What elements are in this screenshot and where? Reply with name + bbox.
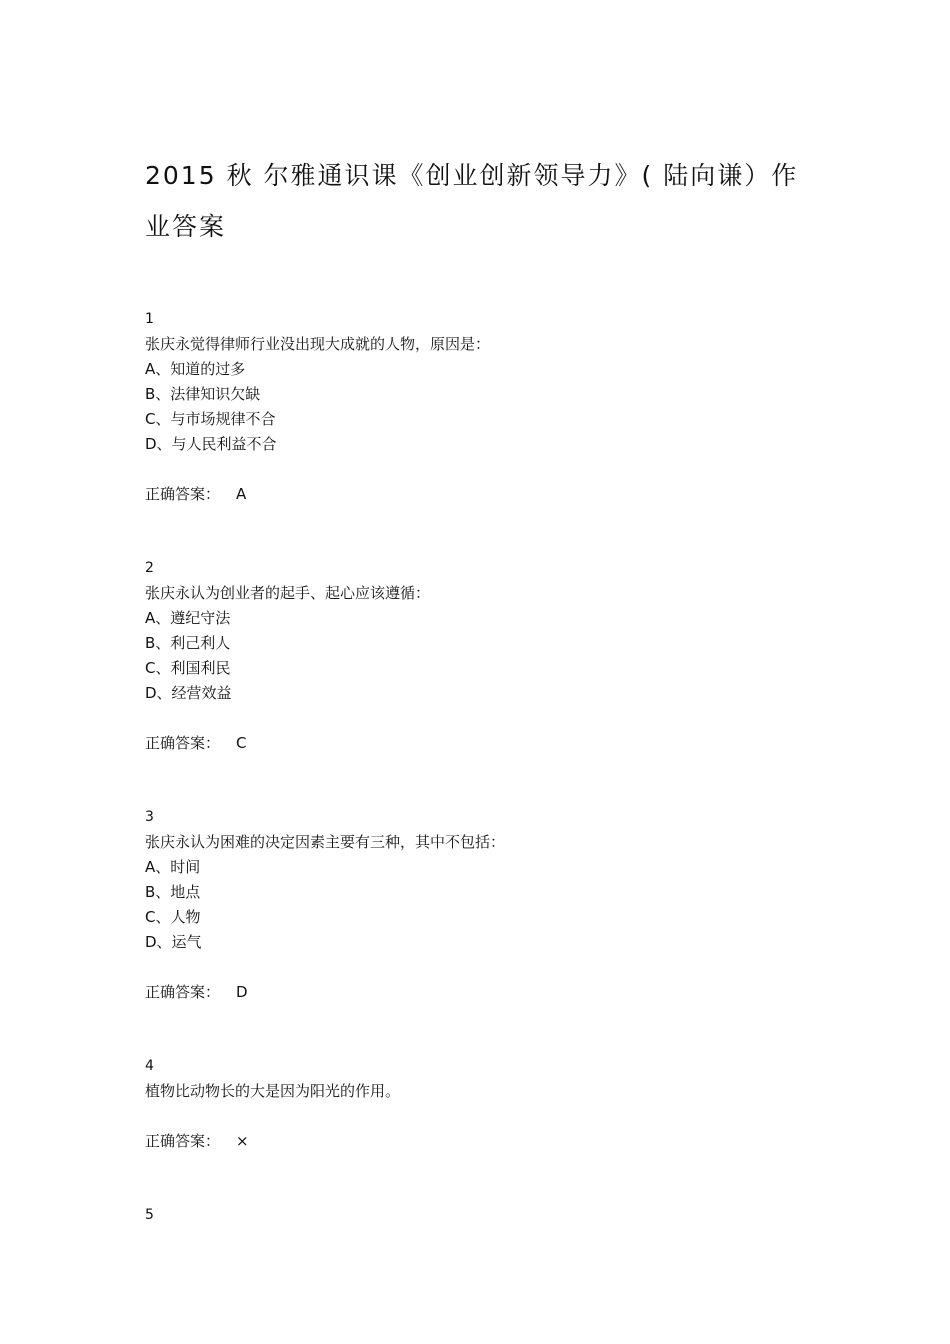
- question-2: [145, 556, 805, 756]
- option-list: [145, 357, 805, 457]
- question-1: [145, 307, 805, 507]
- question-text: 植物比动物长的大是因为阳光的作用。: [145, 1082, 401, 1100]
- answer-value: C: [236, 734, 247, 752]
- option-a: A、遵纪守法: [145, 609, 231, 627]
- question-number: 5: [145, 1207, 154, 1223]
- question-number: 1: [145, 311, 154, 327]
- option-c: C、人物: [145, 908, 201, 926]
- option-c: C、与市场规律不合: [145, 410, 276, 428]
- option-d: D、运气: [145, 933, 202, 951]
- answer-line: [145, 980, 805, 1005]
- option-b: B、地点: [145, 883, 201, 901]
- question-4: [145, 1054, 805, 1154]
- answer-value: D: [236, 983, 248, 1001]
- answer-label: 正确答案：: [145, 485, 221, 503]
- question-number: 2: [145, 560, 154, 576]
- question-text: 张庆永认为困难的决定因素主要有三种，其中不包括：: [145, 833, 506, 851]
- option-list: [145, 855, 805, 955]
- question-number: 3: [145, 809, 154, 825]
- question-3: [145, 805, 805, 1005]
- option-c: C、利国利民: [145, 659, 231, 677]
- question-text: 张庆永认为创业者的起手、起心应该遵循：: [145, 584, 431, 602]
- answer-value: A: [236, 485, 247, 503]
- question-number: 4: [145, 1058, 154, 1074]
- question-5: [145, 1203, 805, 1228]
- question-text: 张庆永觉得律师行业没出现大成就的人物，原因是：: [145, 335, 491, 353]
- answer-label: 正确答案：: [145, 983, 221, 1001]
- option-b: B、法律知识欠缺: [145, 385, 261, 403]
- answer-line: [145, 482, 805, 507]
- option-d: D、与人民利益不合: [145, 435, 277, 453]
- option-list: [145, 606, 805, 706]
- answer-label: 正确答案：: [145, 734, 221, 752]
- option-d: D、经营效益: [145, 684, 232, 702]
- answer-label: 正确答案：: [145, 1132, 221, 1150]
- answer-value: ×: [236, 1132, 249, 1150]
- answer-line: [145, 731, 805, 756]
- option-a: A、时间: [145, 858, 201, 876]
- option-a: A、知道的过多: [145, 360, 246, 378]
- page-title: 2015 秋 尔雅通识课《创业创新领导力》( 陆向谦）作业答案: [145, 161, 799, 241]
- option-b: B、利己利人: [145, 634, 231, 652]
- answer-line: [145, 1129, 805, 1154]
